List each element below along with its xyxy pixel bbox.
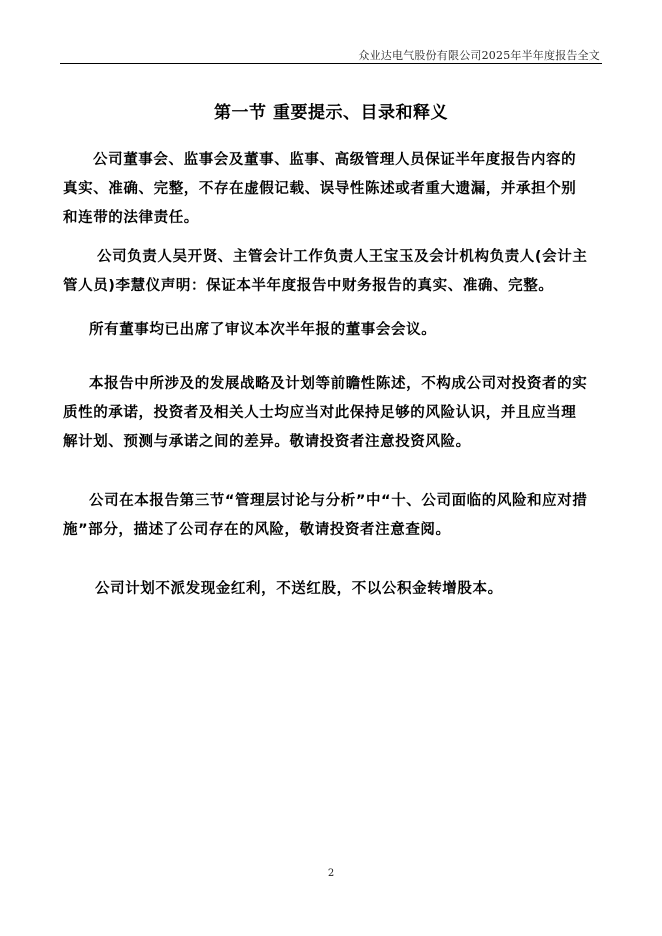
section-title: 第一节 重要提示、目录和释义 bbox=[214, 103, 448, 123]
paragraph-forward-looking-statement: 本报告中所涉及的发展战略及计划等前瞻性陈述，不构成公司对投资者的实质性的承诺，投资者及相关人士均应当对此保持足够的风险认识，并且应当理解计划、预测与承诺之间的差异。敬请投资者注意投资风险。 bbox=[63, 376, 588, 450]
paragraph-directors-guarantee: 公司董事会、监事会及董事、监事、高级管理人员保证半年度报告内容的真实、准确、完整，不存在虚假记载、误导性陈述或者重大遗漏，并承担个别和连带的法律责任。 bbox=[63, 152, 577, 226]
header-divider bbox=[60, 63, 602, 64]
running-header: 众业达电气股份有限公司2025年半年度报告全文 bbox=[358, 49, 600, 62]
paragraph-responsible-persons-statement: 公司负责人吴开贤、主管会计工作负责人王宝玉及会计机构负责人(会计主管人员)李慧仪声明：保证本半年度报告中财务报告的真实、准确、完整。 bbox=[63, 249, 588, 294]
paragraph-dividend-plan: 公司计划不派发现金红利，不送红股，不以公积金转增股本。 bbox=[95, 581, 503, 597]
paragraph-board-attendance: 所有董事均已出席了审议本次半年报的董事会会议。 bbox=[89, 322, 437, 338]
page-number: 2 bbox=[327, 868, 335, 879]
paragraph-risk-reference: 公司在本报告第三节“管理层讨论与分析”中“十、公司面临的风险和应对措施”部分，描述了公司存在的风险，敬请投资者注意查阅。 bbox=[63, 493, 588, 538]
